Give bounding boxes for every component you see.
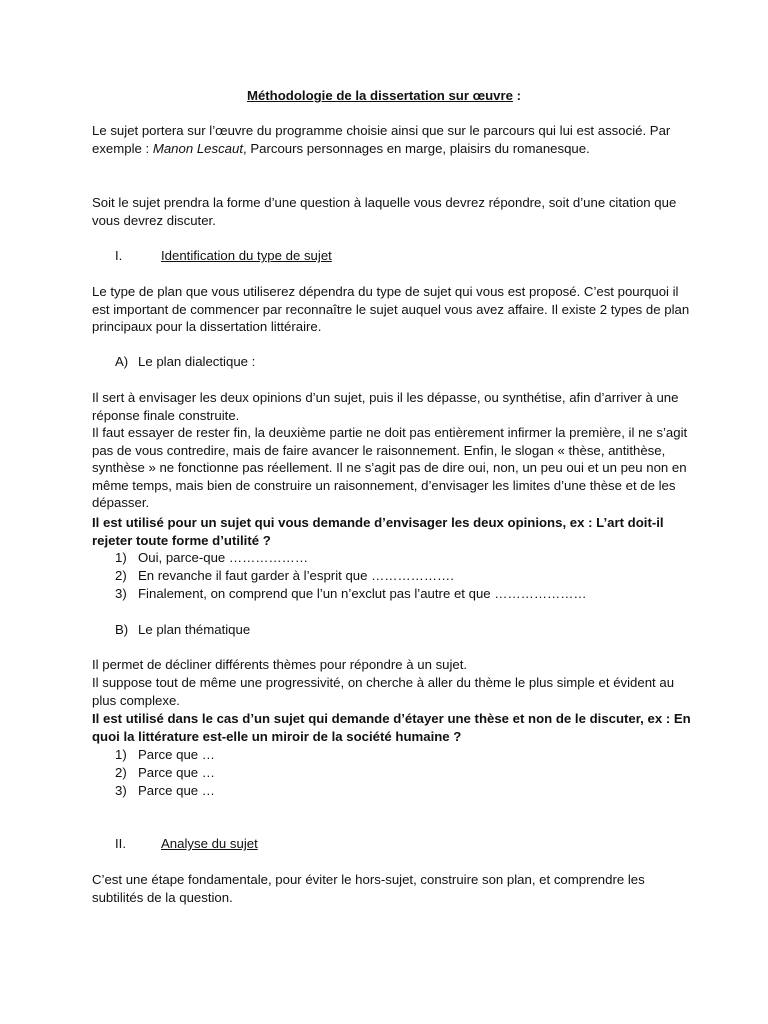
intro-p1-italic-title: Manon Lescaut <box>152 140 244 156</box>
intro-paragraph-2: Soit le sujet prendra la forme d’une question à laquelle vous devrez répondre, soit d’une citation que vous devrez discuter. <box>92 195 677 228</box>
list-item-number: 2) <box>115 568 127 583</box>
list-item-text: Parce que … <box>138 783 215 798</box>
section-1-title: Identification du type de sujet <box>161 248 332 263</box>
subsection-b-title: Le plan thématique <box>138 622 251 637</box>
list-item-number: 3) <box>115 586 127 601</box>
subsection-a-label: A) <box>115 354 129 369</box>
section-2-paragraph: C’est une étape fondamentale, pour éviter le hors-sujet, construire son plan, et comprendre les subtilités de la question. <box>92 872 645 905</box>
intro-p1-text: Le sujet portera sur l’œuvre du programme choisie ainsi que sur le parcours qui lui est associé. Par exemple : <box>92 123 671 156</box>
list-item-number: 1) <box>115 747 127 762</box>
list-item <box>115 567 587 585</box>
list-item-number: 3) <box>115 783 127 798</box>
subsection-a-title: Le plan dialectique : <box>138 354 256 369</box>
subsection-a-paragraph-2: Il faut essayer de rester fin, la deuxième partie ne doit pas entièrement infirmer la première, il ne s’agit pas de vous contredire, mais de faire avancer le raisonnement. Enfin, le slogan « thèse, antithèse, synthèse » ne fonctionne pas réellement. Il ne s’agit pas de dire oui, non, un peu oui et un peu non en même temps, mais bien de construire un raisonnement, d’envisager les limites d’une thèse et de les dépasser. <box>92 425 688 510</box>
subsection-b-bold-example: Il est utilisé dans le cas d’un sujet qui demande d’étayer une thèse et non de le discuter, ex : En quoi la littérature est-elle un miroir de la société humaine ? <box>92 711 691 744</box>
list-item <box>115 782 215 800</box>
list-item-number: 2) <box>115 765 127 780</box>
list-item <box>115 764 215 782</box>
title-text: Méthodologie de la dissertation sur œuvre <box>246 88 513 103</box>
intro-paragraph-1 <box>92 122 692 157</box>
list-item-text: Parce que … <box>138 747 215 762</box>
section-2-number: II. <box>115 836 126 851</box>
list-item <box>115 549 587 567</box>
subsection-b-list <box>115 746 215 800</box>
subsection-a-paragraph-1: Il sert à envisager les deux opinions d’un sujet, puis il les dépasse, ou synthétise, afin d’arriver à une réponse finale construite. <box>92 390 679 423</box>
list-item-text: Parce que … <box>138 765 215 780</box>
intro-p1-text-end: , Parcours personnages en marge, plaisirs du romanesque. <box>243 140 590 156</box>
section-2-title: Analyse du sujet <box>161 836 258 851</box>
list-item-text: En revanche il faut garder à l’esprit que ………………. <box>138 568 454 583</box>
list-item-text: Finalement, on comprend que l’un n’exclut pas l’autre et que ………………… <box>138 586 587 601</box>
list-item-text: Oui, parce-que ……………… <box>138 550 309 565</box>
subsection-b-paragraph-1: Il permet de décliner différents thèmes pour répondre à un sujet. <box>92 657 468 672</box>
list-item-number: 1) <box>115 550 127 565</box>
subsection-b-paragraph-2: Il suppose tout de même une progressivité, on cherche à aller du thème le plus simple et évident au plus complexe. <box>92 675 675 708</box>
list-item <box>115 746 215 764</box>
subsection-a-list <box>115 549 587 603</box>
list-item <box>115 585 587 603</box>
title-suffix: : <box>512 88 522 103</box>
section-1-paragraph: Le type de plan que vous utiliserez dépendra du type de sujet qui vous est proposé. C’est pourquoi il est important de commencer par reconnaître le sujet auquel vous avez affaire. Il existe 2 types de plan principaux pour la dissertation littéraire. <box>92 284 690 334</box>
document-title <box>0 87 768 105</box>
subsection-a-heading <box>115 353 255 371</box>
subsection-a-bold-example: Il est utilisé pour un sujet qui vous demande d’envisager les deux opinions, ex : L’art doit-il rejeter toute forme d’utilité ? <box>92 515 664 548</box>
subsection-b-heading <box>115 621 250 639</box>
section-1-number: I. <box>115 248 123 263</box>
subsection-b-label: B) <box>115 622 129 637</box>
